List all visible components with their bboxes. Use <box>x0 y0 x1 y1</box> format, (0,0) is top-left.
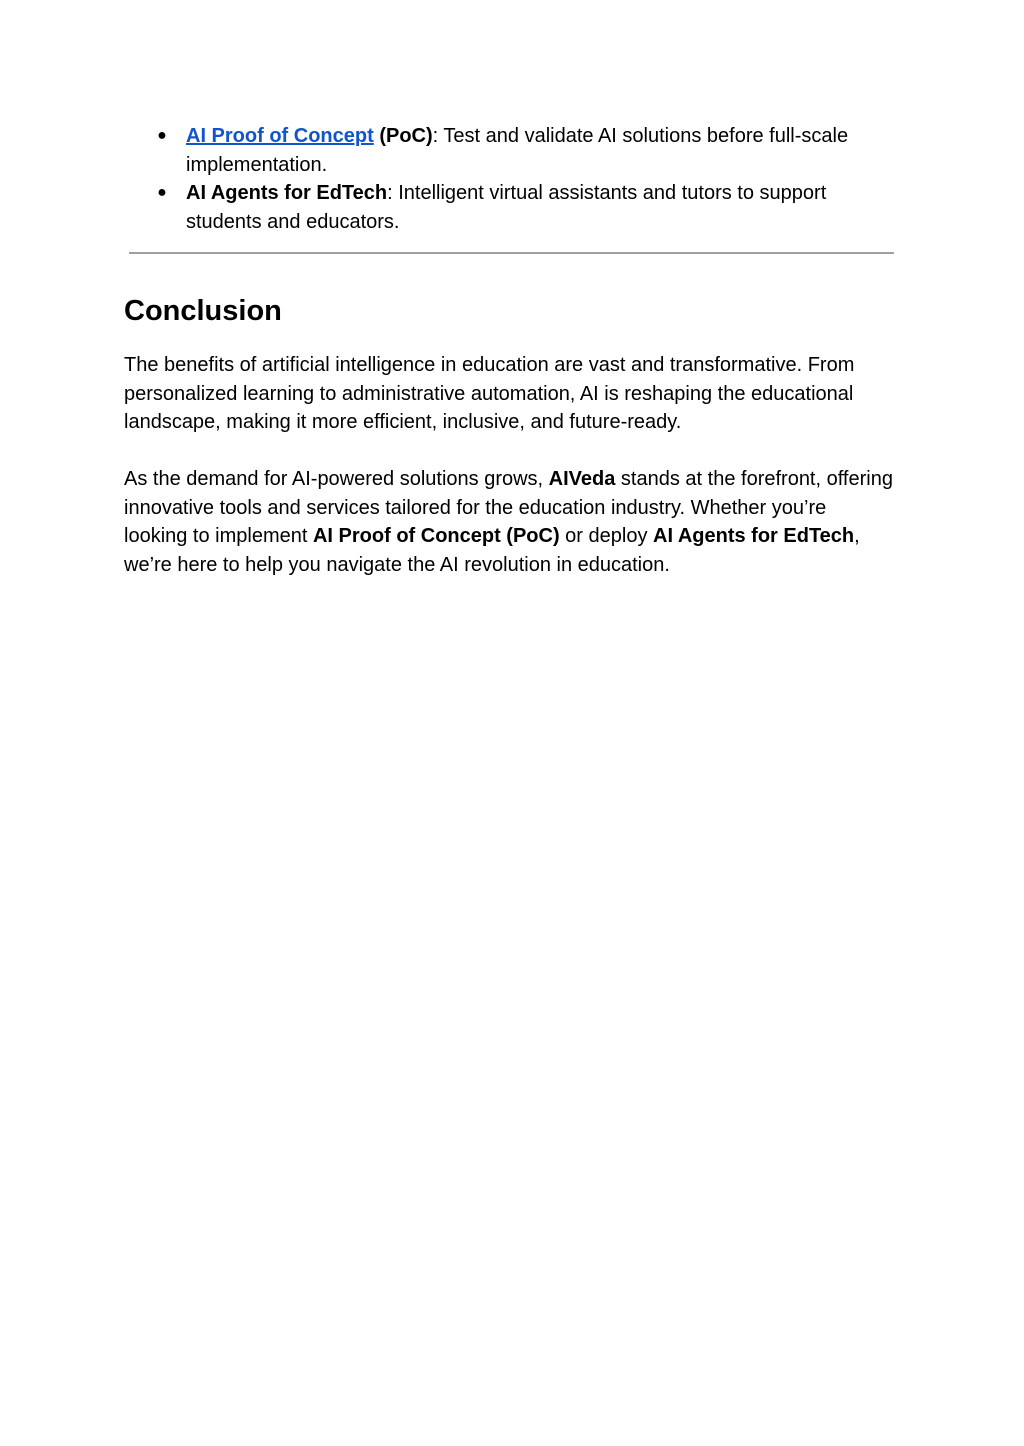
poc-emphasis: AI Proof of Concept (PoC) <box>312 525 560 547</box>
paragraph-text: , we’re here to help you navigate the AI revolution in education. <box>124 525 860 576</box>
section-heading: Conclusion <box>124 295 282 327</box>
services-bullet-list <box>124 122 894 236</box>
paragraph-text: As the demand for AI-powered solutions grows, <box>124 468 549 490</box>
bullet-icon: ● <box>157 184 167 201</box>
paragraph-text: or deploy <box>559 525 654 547</box>
conclusion-paragraph-1: The benefits of artificial intelligence in education are vast and transformative. From personalized learning to administrative automation, AI is reshaping the educational landscape, making it more efficient, inclusive, and future-ready. <box>124 354 855 433</box>
bullet-icon: ● <box>157 127 167 144</box>
ai-proof-of-concept-link[interactable]: AI Proof of Concept <box>186 125 374 147</box>
conclusion-paragraph-2 <box>124 465 894 579</box>
bullet-description: : Intelligent virtual assistants and tutors to support students and educators. <box>186 182 827 233</box>
bullet-description: : Test and validate AI solutions before full-scale implementation. <box>186 125 849 176</box>
paragraph-text: stands at the forefront, offering innovative tools and services tailored for the education industry. Whether you’re looking to implement <box>124 468 893 547</box>
ai-agents-emphasis: AI Agents for EdTech <box>653 525 855 547</box>
list-item <box>124 122 894 179</box>
poc-label: (PoC) <box>379 125 433 147</box>
list-item <box>124 179 894 236</box>
aiveda-brand: AIVeda <box>548 468 616 490</box>
horizontal-divider <box>129 252 894 254</box>
ai-agents-label: AI Agents for EdTech <box>186 182 388 204</box>
